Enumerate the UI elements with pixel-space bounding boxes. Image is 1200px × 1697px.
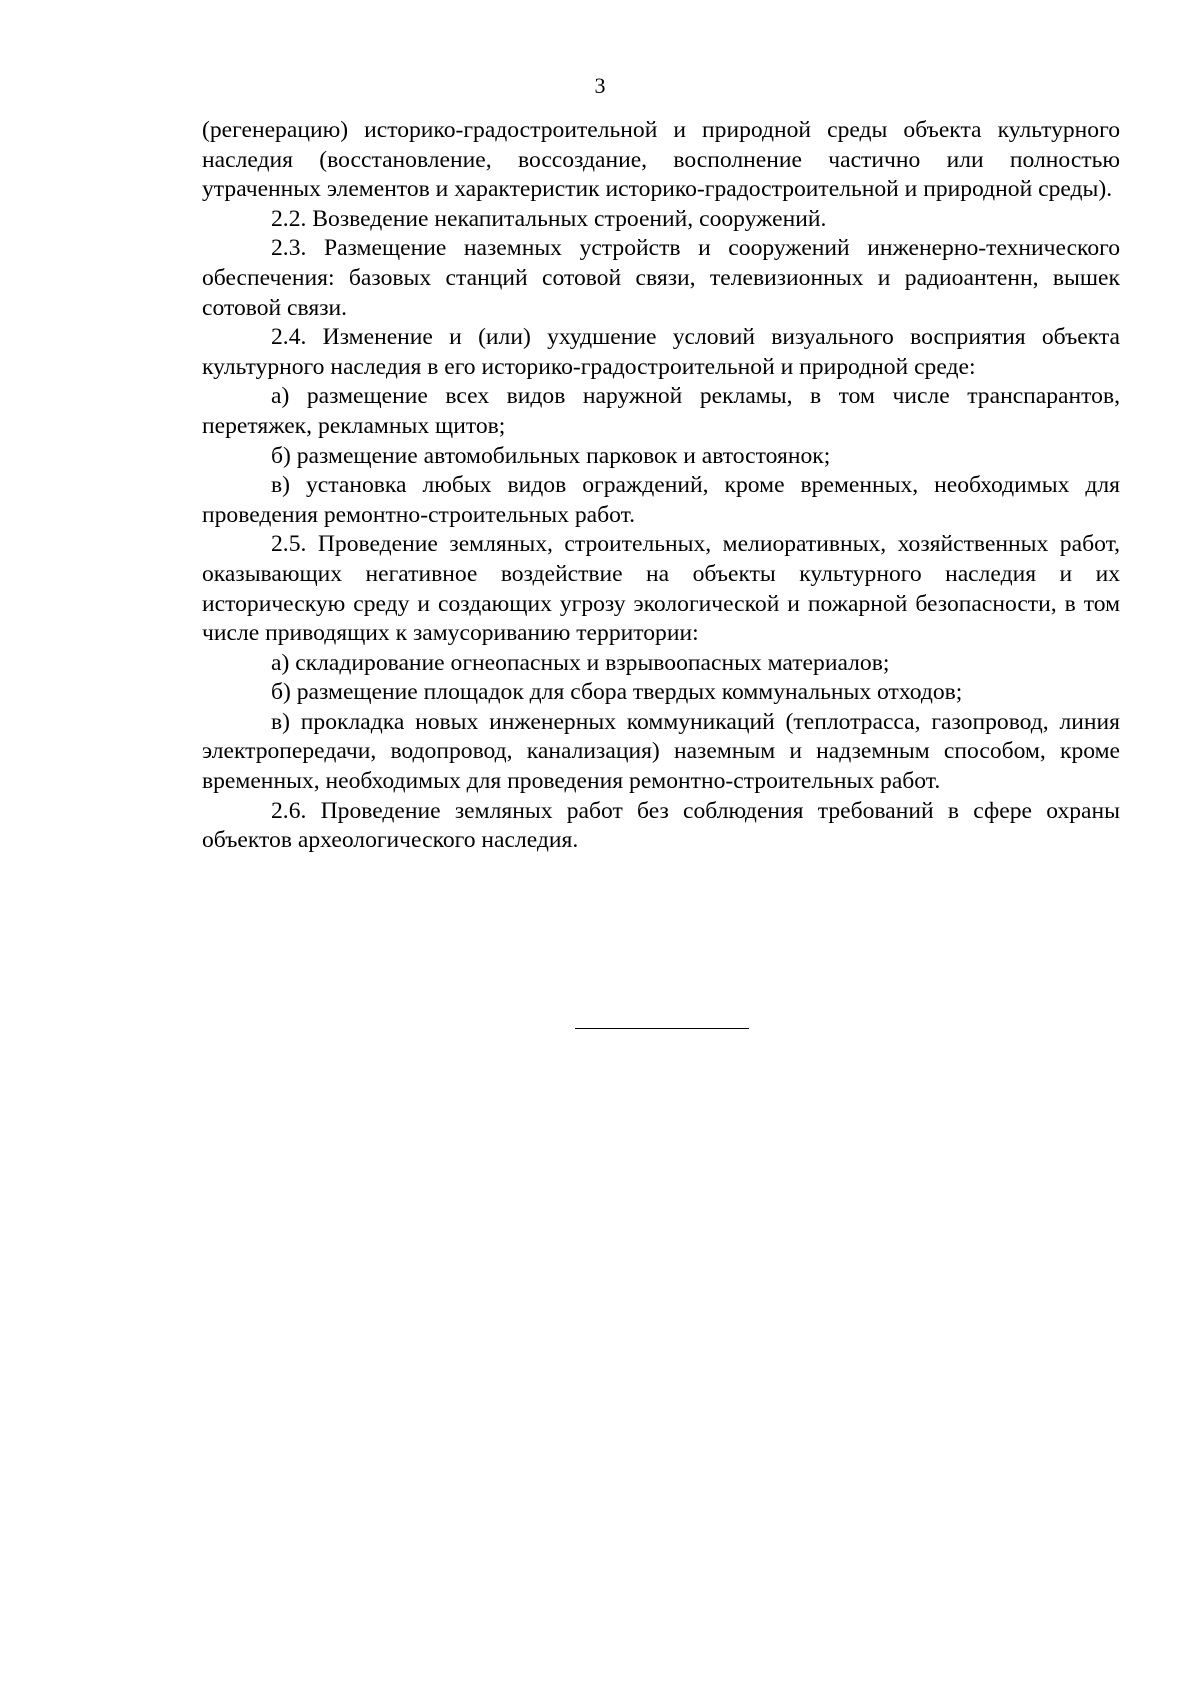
- document-body: [202, 116, 1120, 856]
- list-item-2-5-a: а) складирование огнеопасных и взрывоопасных материалов;: [271, 649, 890, 676]
- list-item-2-4-a: а) размещение всех видов наружной рекламы, в том числе транспарантов, перетяжек, рекламных щитов;: [202, 383, 1120, 439]
- paragraph-2-5: 2.5. Проведение земляных, строительных, мелиоративных, хозяйственных работ, оказывающих негативное воздействие на объекты культурного наследия и их историческую среду и создающих угрозу экологической и пожарной безопасности, в том числе приводящих к замусориванию территории:: [202, 531, 1120, 647]
- list-item-2-5-v: в) прокладка новых инженерных коммуникаций (теплотрасса, газопровод, линия электропередачи, водопровод, канализация) наземным и надземным способом, кроме временных, необходимых для проведения ремонтно-строительных работ.: [202, 708, 1120, 795]
- paragraph-continuation: (регенерацию) историко-градостроительной и природной среды объекта культурного наследия (восстановление, воссоздание, восполнение частично или полностью утраченных элементов и характеристик историко-градостроительной и природной среды).: [202, 117, 1120, 203]
- paragraph-2-2: 2.2. Возведение некапитальных строений, сооружений.: [271, 205, 827, 232]
- list-item-2-4-b: б) размещение автомобильных парковок и автостоянок;: [271, 442, 831, 469]
- paragraph-2-3: 2.3. Размещение наземных устройств и сооружений инженерно-технического обеспечения: базовых станций сотовой связи, телевизионных и радиоантенн, вышек сотовой связи.: [202, 235, 1120, 321]
- paragraph-2-4: 2.4. Изменение и (или) ухудшение условий визуального восприятия объекта культурного наследия в его историко-градостроительной и природной среде:: [202, 324, 1120, 380]
- list-item-2-5-b: б) размещение площадок для сбора твердых коммунальных отходов;: [271, 679, 963, 706]
- list-item-2-4-v: в) установка любых видов ограждений, кроме временных, необходимых для проведения ремонтно-строительных работ.: [202, 472, 1120, 528]
- end-of-document-rule: [575, 1028, 749, 1029]
- page-number: 3: [594, 73, 606, 98]
- paragraph-2-6: 2.6. Проведение земляных работ без соблюдения требований в сфере охраны объектов археологического наследия.: [202, 797, 1120, 854]
